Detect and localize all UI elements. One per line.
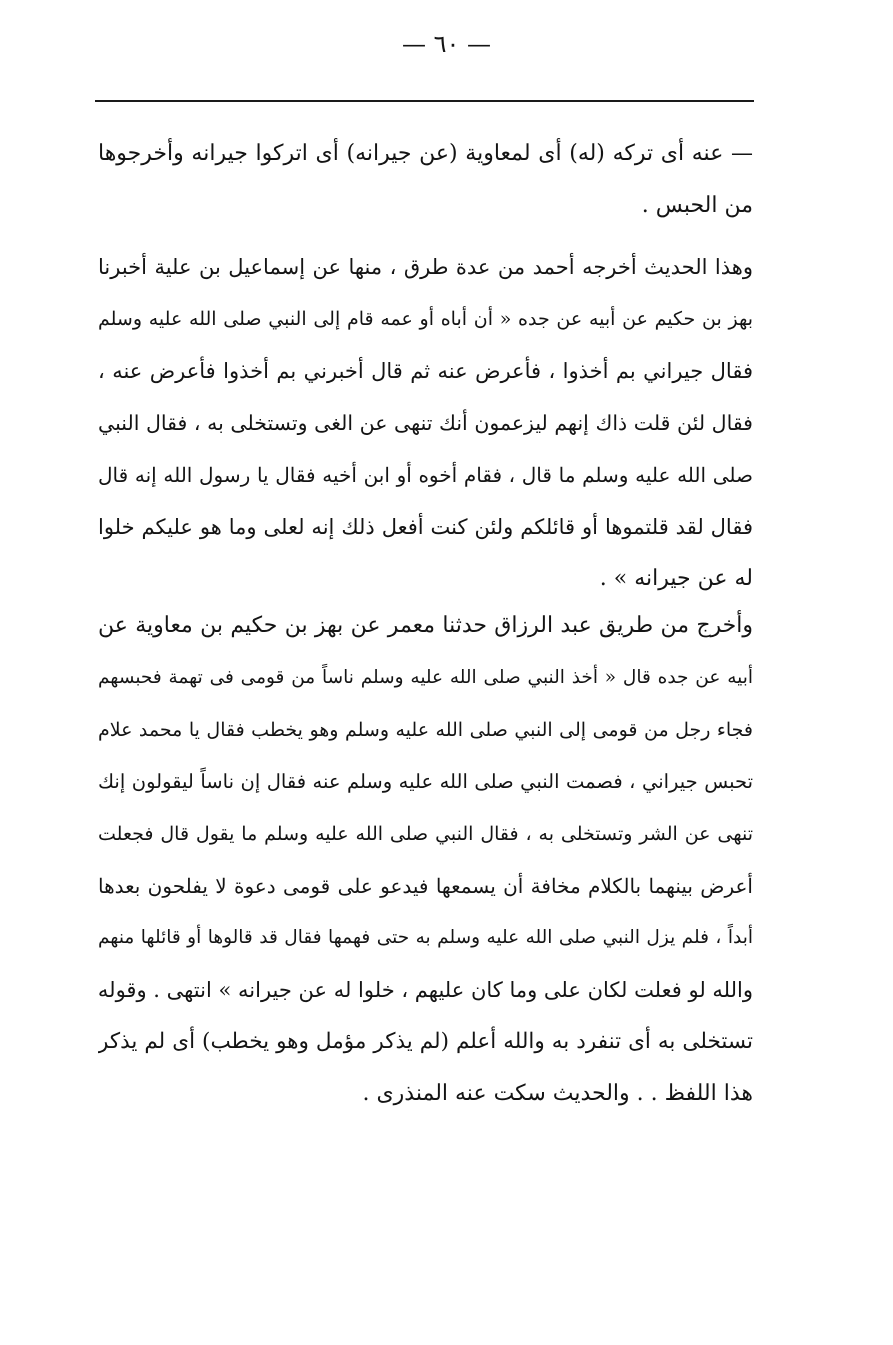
page-number: — ٦٠ — bbox=[401, 30, 492, 58]
text-line: تستخلى به أى تنفرد به والله أعلم (لم يذكر مؤمل وهو يخطب) أى لم يذكر bbox=[98, 1029, 753, 1054]
paragraph-2 bbox=[98, 241, 753, 605]
text-line: هذا اللفظ . . والحديث سكت عنه المنذرى . bbox=[362, 1081, 753, 1106]
header-rule bbox=[95, 100, 754, 102]
text-line: فقال لئن قلت ذاك إنهم ليزعمون أنك تنهى عن الغى وتستخلى به ، فقال النبي bbox=[98, 411, 753, 435]
text-line: والله لو فعلت لكان على وما كان عليهم ، خلوا له عن جيرانه » انتهى . وقوله bbox=[98, 978, 753, 1002]
text-line: فقال جيراني بم أخذوا ، فأعرض عنه ثم قال أخبرني بم أخذوا فأعرض عنه ، bbox=[98, 359, 753, 383]
text-line: له عن جيرانه » . bbox=[599, 566, 753, 591]
paragraph-3 bbox=[98, 600, 753, 1120]
text-line: بهز بن حكيم عن أبيه عن جده « أن أباه أو عمه قام إلى النبي صلى الله عليه وسلم bbox=[98, 308, 753, 330]
text-line: أبيه عن جده قال « أخذ النبي صلى الله عليه وسلم ناساً من قومى فى تهمة فحبسهم bbox=[98, 667, 753, 688]
text-line: وأخرج من طريق عبد الرزاق حدثنا معمر عن بهز بن حكيم بن معاوية عن bbox=[98, 613, 753, 638]
text-line: وهذا الحديث أخرجه أحمد من عدة طرق ، منها عن إسماعيل بن علية أخبرنا bbox=[98, 255, 753, 279]
text-line: تحبس جيراني ، فصمت النبي صلى الله عليه وسلم عنه فقال إن ناساً ليقولون إنك bbox=[98, 770, 753, 793]
text-line: تنهى عن الشر وتستخلى به ، فقال النبي صلى الله عليه وسلم ما يقول قال فجعلت bbox=[98, 823, 753, 845]
paragraph-1 bbox=[98, 128, 753, 232]
text-line: صلى الله عليه وسلم ما قال ، فقام أخوه أو ابن أخيه فقال يا رسول الله إنه قال bbox=[98, 463, 753, 487]
text-line: — عنه أى تركه (له) أى لمعاوية (عن جيرانه) أى اتركوا جيرانه وأخرجوها bbox=[98, 141, 753, 166]
text-line: فجاء رجل من قومى إلى النبي صلى الله عليه وسلم وهو يخطب فقال يا محمد علام bbox=[98, 719, 753, 741]
text-line: من الحبس . bbox=[641, 193, 753, 218]
text-line: أبداً ، فلم يزل النبي صلى الله عليه وسلم به حتى فهمها فقال قد قالوها أو قائلها منهم bbox=[98, 927, 753, 948]
text-line: أعرض بينهما بالكلام مخافة أن يسمعها فيدعو على قومى دعوة لا يفلحون بعدها bbox=[98, 874, 753, 898]
text-line: فقال لقد قلتموها أو قائلكم ولئن كنت أفعل ذلك إنه لعلى وما هو عليكم خلوا bbox=[98, 515, 753, 539]
